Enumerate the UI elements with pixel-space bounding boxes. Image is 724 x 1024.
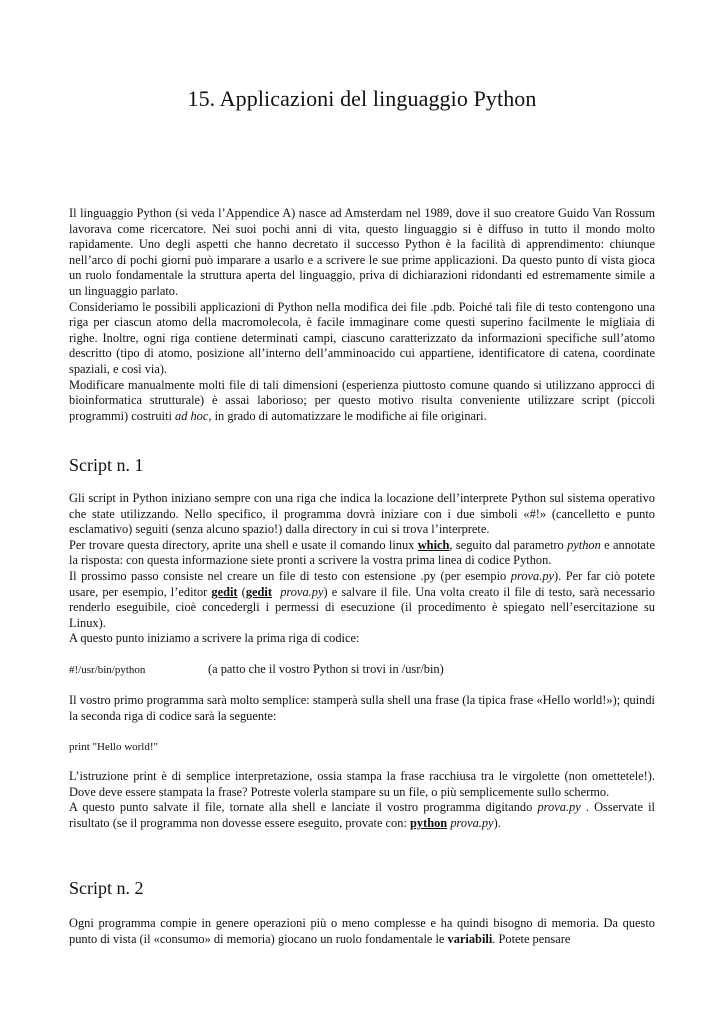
text-run <box>272 585 280 599</box>
python-parameter: python <box>567 537 601 552</box>
text-run: A questo punto salvate il file, tornate alla shell e lanciate il vostro programma digitando <box>69 800 538 815</box>
script-1-paragraph-3 <box>69 569 655 631</box>
script-1-paragraph-4: A questo punto iniziamo a scrivere la prima riga di codice: <box>69 631 360 646</box>
which-command: which <box>417 537 450 552</box>
intro-section <box>69 206 655 424</box>
script-1-explanation: Il vostro primo programma sarà molto semplice: stamperà sulla shell una frase (la tipica frase «Hello world!»); quindi la seconda riga di codice sarà la seguente: <box>69 693 655 723</box>
script-1-section <box>69 491 655 647</box>
text-run: Modificare manualmente molti file di tali dimensioni (esperienza piuttosto comune quando si utilizzano approcci di bioinformatica strutturale) è assai laborioso; per questo motivo risulta conveniente utilizzare script (piccoli programmi) costruiti <box>69 377 655 423</box>
script-1-section-b <box>69 769 655 831</box>
code-comment: (a patto che il vostro Python si trovi in /usr/bin) <box>208 662 444 676</box>
text-run: ( <box>237 584 246 599</box>
intro-paragraph-3 <box>69 378 655 425</box>
text-run: . Potete pensare <box>492 931 571 946</box>
intro-paragraph-1: Il linguaggio Python (si veda l’Appendice A) nasce ad Amsterdam nel 1989, dove il suo creatore Guido Van Rossum lavorava come ricercatore. Nei suoi pochi anni di vita, questo linguaggio si è diffuso in tutto il mondo molto rapidamente. Uno degli aspetti che hanno decretato il successo Python è la facilità di apprendimento: chiunque nell’arco di pochi giorni può imparare a usarlo e a scrivere le sue prime applicazioni. Da questo punto di vista gioca un ruolo fondamentale la struttura aperta del linguaggio, priva di dichiarazioni ridondanti ed estremamente simile a un linguaggio parlato. <box>69 206 655 298</box>
text-run: . Osservate il risultato (se il programma non dovesse essere eseguito, provate con: <box>69 800 655 830</box>
script-2-paragraph-1 <box>69 916 655 947</box>
text-run: in grado di automatizzare le modifiche ai file originari. <box>211 408 487 423</box>
italic-text: ad hoc, <box>175 408 212 423</box>
text-run: ). Per far ciò potete usare, per esempio, l’editor <box>69 568 656 599</box>
script-1-paragraph-7 <box>69 800 655 831</box>
gedit-command: gedit <box>245 584 272 599</box>
text-run: ). <box>493 815 501 830</box>
python-command: python <box>410 815 448 830</box>
filename: prova.py <box>537 800 581 815</box>
text-run: ) e salvare il file. Una volta creato il file di testo, sarà necessario renderlo eseguibile, cioè concedergli i permessi di esecuzione (il procedimento è spiegato nell’esercitazione su Linux). <box>69 584 655 630</box>
filename: prova.py <box>510 568 555 583</box>
script-2-section <box>69 916 655 947</box>
text-run: , seguito dal parametro <box>449 537 568 552</box>
gedit-command: gedit <box>211 584 238 599</box>
text-run: Il prossimo passo consiste nel creare un file di testo con estensione .py (per esempio <box>69 568 511 583</box>
filename: prova.py <box>280 584 324 599</box>
filename: prova.py <box>450 815 494 830</box>
intro-paragraph-2: Consideriamo le possibili applicazioni di Python nella modifica dei file .pdb. Poiché tali file di testo contengono una riga per ciascun atomo della macromolecola, è facile immaginare come questi superino facilmente le migliaia di righe. Inoltre, ogni riga contiene determinati campi, ciascuno caratterizzato da informazioni specifiche sull’atomo descritto (tipo di atomo, posizione all’interno dell’amminoacido cui appartiene, identificatore di catena, coordinate spaziali, e così via). <box>69 299 655 376</box>
text-run: Per trovare questa directory, aprite una shell e usate il comando linux <box>69 537 418 552</box>
section-heading-script-2: Script n. 2 <box>69 878 144 898</box>
text-run: Ogni programma compie in genere operazioni più o meno complesse e ha quindi bisogno di memoria. Da questo punto di vista (il «consumo» di memoria) giocano un ruolo fondamentale le <box>69 916 655 946</box>
variables-term: variabili <box>447 931 493 946</box>
script-1-paragraph-6: L’istruzione print è di semplice interpretazione, ossia stampa la frase racchiusa tra le virgolette (non omettetele!). Dove deve essere stampata la frase? Potreste volerla stampare su un file, o più semplicemente sullo schermo. <box>69 769 655 799</box>
page-title: 15. Applicazioni del linguaggio Python <box>187 86 537 111</box>
code-line-shebang: #!/usr/bin/python <box>69 664 146 676</box>
script-1-paragraph-2 <box>69 538 655 569</box>
code-line-print: print "Hello world!" <box>69 741 159 753</box>
text-run: e annotate la risposta: con questa informazione siete pronti a scrivere la vostra prima linea di codice Python. <box>69 537 656 568</box>
section-heading-script-1: Script n. 1 <box>69 455 144 475</box>
script-1-paragraph-1: Gli script in Python iniziano sempre con una riga che indica la locazione dell’interprete Python sul sistema operativo che state utilizzando. Nello specifico, il programma dovrà iniziare con i due simboli «#!» (cancelletto e punto esclamativo) seguiti (senza alcuno spazio!) dalla directory in cui si trova l’interprete. <box>69 491 655 537</box>
